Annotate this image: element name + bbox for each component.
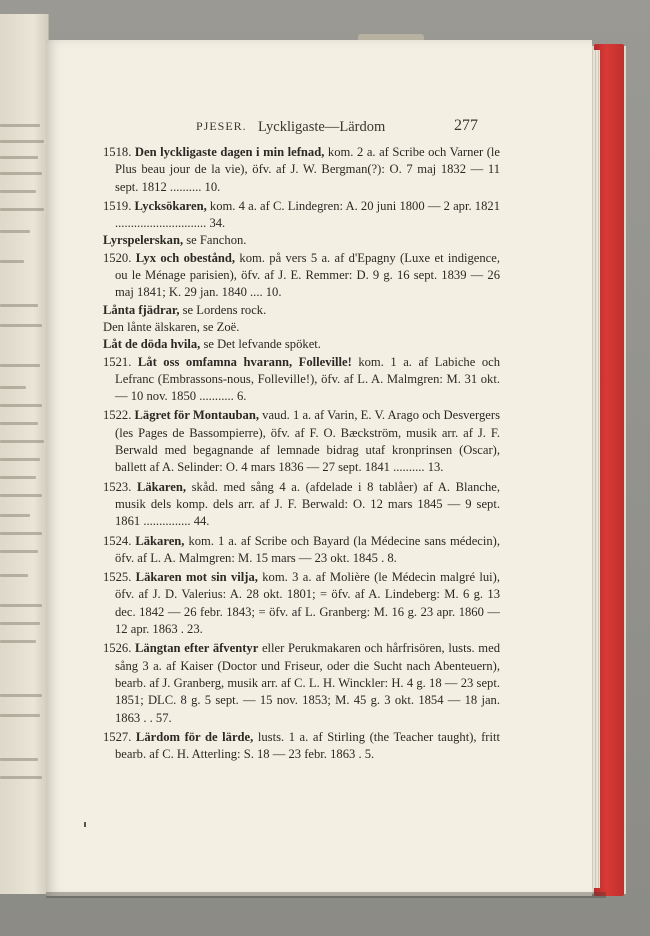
entry-1519: 1519. Lycksökaren, kom. 4 a. af C. Lindegren: A. 20 juni 1800 — 2 apr. 1821 ............................. 34. (103, 198, 500, 231)
running-head (46, 119, 592, 139)
entry-1525: 1525. Läkaren mot sin vilja, kom. 3 a. af Molière (le Médecin malgré lui), öfv. af J. D. Valerius: A. 28 okt. 1801; = öfv. af A. Lindeberg: M. 6 g. 13 dec. 1842 — 26 febr. 1843; = öfv. af L. Granberg: M. 16 g. 23 apr. 1860 — 12 apr. 1863 . 23. (103, 570, 500, 637)
cross-reference: Den lånte älskaren, se Zoë. (103, 319, 240, 334)
entry-1518: 1518. Den lyckligaste dagen i min lefnad, kom. 2 a. af Scribe och Varner (le Plus beau jour de la vie), öfv. af J. W. Bergman(?): O. 7 maj 1832 — 11 sept. 1812 .......... 10. (103, 145, 500, 194)
entry-1526: 1526. Längtan efter äfventyr eller Perukmakaren och hårfrisören, lusts. med sång 3 a. af Kaiser (Doctor und Friseur, oder die Sucht nach Abenteuern), bearb. af J. Granberg, musik arr. af C. L. H. Winckler: H. 4 g. 18 — 23 sept. 1851; DLC. 8 g. 5 sept. — 15 nov. 1853; M. 45 g. 3 okt. 1854 — 18 jan. 1863 . . 57. (103, 641, 500, 725)
cross-reference: Lyrspelerskan, se Fanchon. (103, 233, 247, 248)
bottom-shadow (46, 892, 606, 898)
page-number: 277 (454, 117, 478, 134)
entry-1527: 1527. Lärdom för de lärde, lusts. 1 a. af Stirling (the Teacher taught), fritt bearb. af C. H. Atterling: S. 18 — 23 febr. 1863 . 5. (103, 729, 500, 762)
entry-1524: 1524. Läkaren, kom. 1 a. af Scribe och Bayard (la Médecine sans médecin), öfv. af L. A. Malmgren: M. 15 mars — 23 okt. 1845 . 8. (103, 533, 501, 565)
facing-page-edge (0, 14, 49, 894)
cross-reference: Lånta fjädrar, se Lordens rock. (103, 302, 267, 317)
running-head-section: PJESER. (196, 119, 247, 133)
entry-1520: 1520. Lyx och obestånd, kom. på vers 5 a. af d'Epagny (Luxe et indigence, ou le Ménage parisien), öfv. af J. E. Remmer: D. 9 g. 16 sept. 1839 — 26 maj 1841; K. 29 jan. 1840 .... 10. (103, 250, 501, 300)
entry-1523: 1523. Läkaren, skåd. med sång 4 a. (afdelade i 8 tablåer) af A. Blanche, musik dels komp. dels arr. af J. F. Berwald: O. 12 mars 1845 — 9 sept. 1861 ............... 44. (103, 479, 500, 529)
book-page (46, 40, 592, 896)
entry-1521: 1521. Låt oss omfamna hvarann, Folleville! kom. 1 a. af Labiche och Lefranc (Embrassons-nous, Folleville!), öfv. af L. A. Malmgren: M. 31 okt. — 10 nov. 1850 ........... 6. (103, 354, 501, 404)
page-mark (84, 822, 86, 827)
entry-list (103, 144, 500, 763)
running-head-range: Lyckligaste—Lärdom (258, 119, 386, 135)
entry-1522: 1522. Lägret för Montauban, vaud. 1 a. af Varin, E. V. Arago och Desvergers (les Pages de Bassompierre), öfv. af F. O. Bæckström, musik arr. af J. F. Berwald med begagnande af lemnade bidrag utaf kronprinsen (Oscar), ballett af A. Selinder: O. 4 mars 1836 — 27 sept. 1841 .......... 13. (103, 408, 500, 475)
cross-reference: Låt de döda hvila, se Det lefvande spöket. (103, 337, 321, 352)
